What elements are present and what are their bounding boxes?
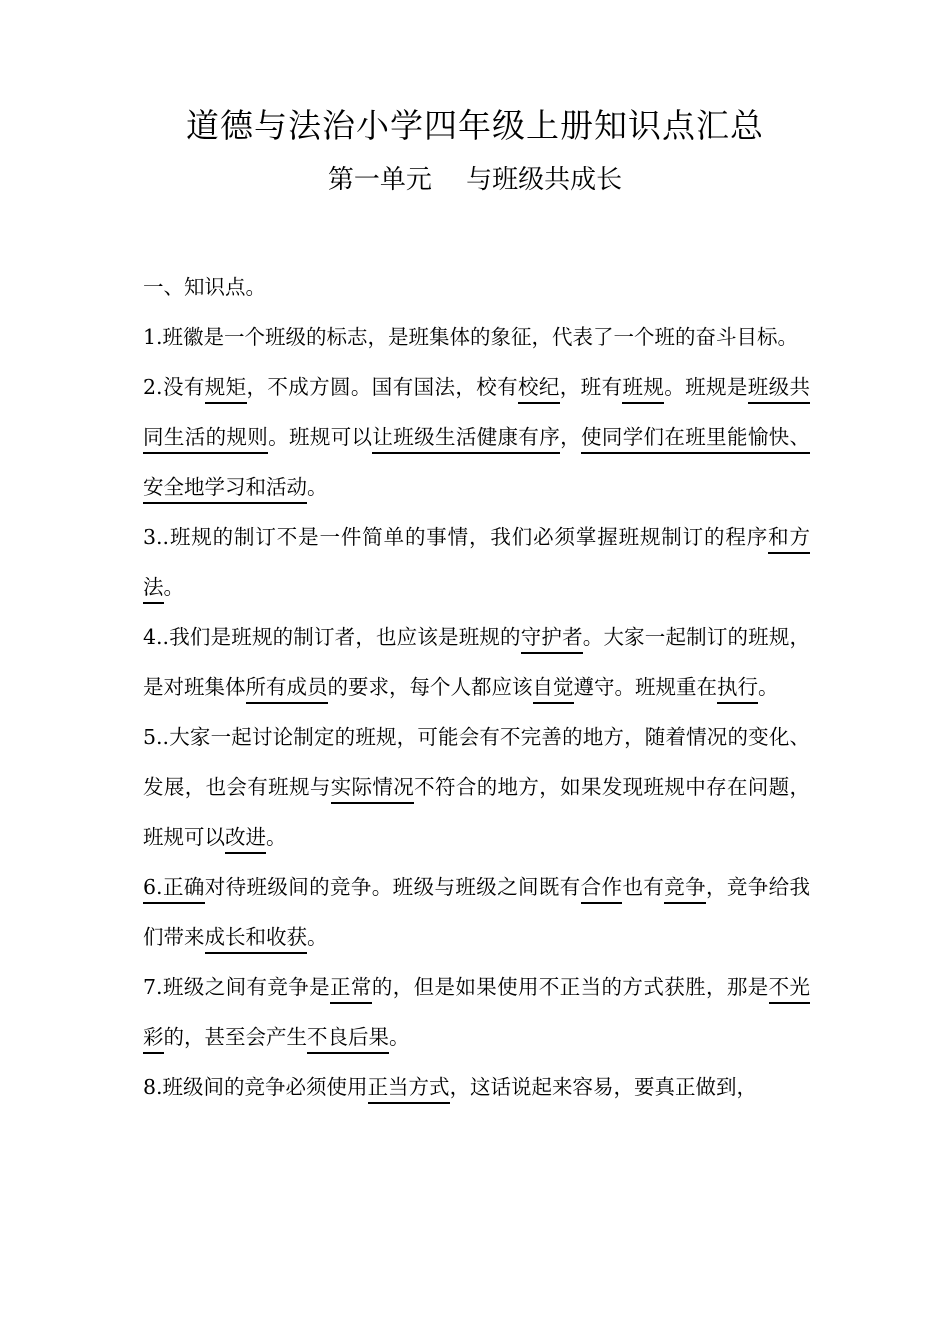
section-heading: 一、知识点。: [143, 275, 266, 299]
knowledge-point-list: [143, 312, 810, 1112]
page-subtitle: 第一单元 与班级共成长: [327, 165, 623, 195]
underlined-keyword: 正常: [330, 975, 372, 1004]
knowledge-point: [143, 312, 810, 362]
underlined-keyword: 让班级生活健康有序: [372, 425, 560, 454]
underlined-keyword: 不光彩: [143, 975, 810, 1054]
text-segment: 也有: [622, 875, 665, 899]
text-segment: 。: [758, 675, 779, 699]
page-title: 道德与法治小学四年级上册知识点汇总: [186, 106, 764, 145]
text-segment: 。大家一起制订的班规，是对班集体: [143, 625, 811, 699]
underlined-keyword: 班规: [622, 375, 664, 404]
text-segment: 。: [389, 1025, 410, 1049]
text-segment: 不符合的地方，如果发现班规中存在问题，班规可以: [143, 775, 811, 849]
underlined-keyword: 正当方式: [368, 1075, 450, 1104]
underlined-keyword: 改进: [225, 825, 266, 854]
knowledge-point: [143, 512, 810, 612]
text-segment: 。班规可以: [268, 425, 373, 449]
underlined-keyword: 执行: [717, 675, 758, 704]
underlined-keyword: 竞争: [664, 875, 706, 904]
underlined-keyword: 校纪: [518, 375, 560, 404]
text-segment: 5..大家一起讨论制定的班规，可能会有不完善的地方，随着情况的变化、发展，也会有班规与: [143, 725, 810, 799]
text-segment: 2.没有: [143, 375, 205, 399]
text-segment: ，班有: [559, 375, 623, 399]
document-body: [143, 262, 810, 1112]
knowledge-point: [143, 862, 810, 962]
underlined-keyword: 自觉: [533, 675, 574, 704]
text-segment: 。: [266, 825, 287, 849]
underlined-keyword: 使同学们在班里能愉快、安全地学习和活动: [143, 425, 810, 504]
underlined-keyword: 守护者: [521, 625, 583, 654]
text-segment: 遵守。班规重在: [573, 675, 717, 699]
text-segment: 的要求，每个人都应该: [327, 675, 533, 699]
text-segment: ，竞争给我们带来: [143, 875, 811, 949]
knowledge-point: [143, 962, 810, 1062]
text-segment: 4..我们是班规的制订者，也应该是班规的: [143, 625, 521, 649]
text-segment: 7.班级之间有竞争是: [143, 975, 331, 999]
text-segment: 。班规是: [664, 375, 748, 399]
underlined-keyword: 所有成员: [246, 675, 328, 704]
underlined-keyword: 规矩: [205, 375, 247, 404]
underlined-keyword: 和方法: [143, 525, 810, 604]
underlined-keyword: 不良后果: [307, 1025, 389, 1054]
text-segment: 对待班级间的竞争。班级与班级之间既有: [204, 875, 581, 899]
text-segment: ，: [560, 425, 581, 449]
underlined-keyword: 班级共同生活的规则: [143, 375, 810, 454]
text-segment: ，不成方圆。国有国法，校有: [246, 375, 519, 399]
knowledge-point: [143, 612, 810, 712]
text-segment: 1.班徽是一个班级的标志，是班集体的象征，代表了一个班的奋斗目标。: [143, 325, 799, 349]
knowledge-point: [143, 1062, 810, 1112]
underlined-keyword: 成长和收获: [205, 925, 308, 954]
underlined-keyword: 6.正确: [143, 875, 205, 904]
underlined-keyword: 合作: [581, 875, 623, 904]
text-segment: 8.班级间的竞争必须使用: [143, 1075, 368, 1099]
underlined-keyword: 实际情况: [331, 775, 414, 804]
text-segment: 的，但是如果使用不正当的方式获胜，那是: [371, 975, 769, 999]
knowledge-point: [143, 362, 810, 512]
text-segment: 。: [163, 575, 184, 599]
text-segment: ，这话说起来容易，要真正做到，: [449, 1075, 758, 1099]
text-segment: 3..班规的制订不是一件简单的事情，我们必须掌握班规制订的程序: [143, 525, 769, 549]
knowledge-point: [143, 712, 810, 862]
text-segment: 。: [307, 475, 328, 499]
text-segment: 的，甚至会产生: [163, 1025, 307, 1049]
text-segment: 。: [307, 925, 328, 949]
